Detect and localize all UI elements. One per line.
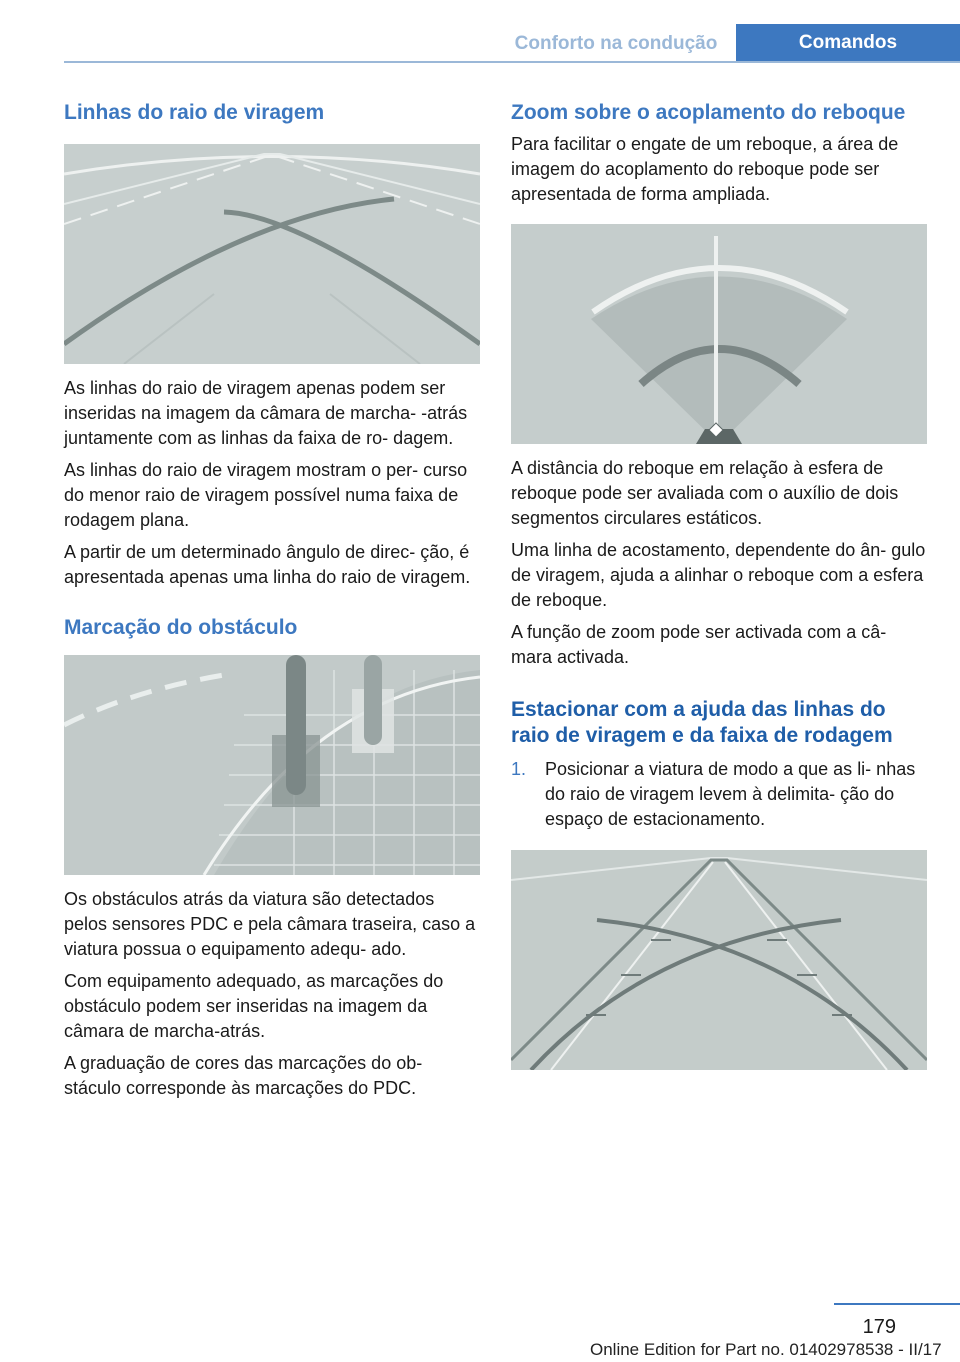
- step-number: 1.: [511, 759, 527, 779]
- figure-trailer-hitch-zoom: [511, 224, 927, 444]
- header-divider: [64, 61, 960, 63]
- paragraph: A distância do reboque em relação à esfera de reboque pode ser avaliada com o auxílio de dois segmentos circulares estáticos.: [511, 458, 899, 528]
- post-left: [286, 655, 306, 795]
- paragraph: As linhas do raio de viragem mostram o per- curso do menor raio de viragem possível numa faixa de rodagem plana.: [64, 460, 468, 530]
- edition-note: Online Edition for Part no. 01402978538 - II/17: [590, 1340, 942, 1359]
- footer-divider: [834, 1303, 960, 1305]
- step-item: [511, 757, 929, 832]
- paragraph: Os obstáculos atrás da viatura são detectados pelos sensores PDC e pela câmara traseira, caso a viatura possua o equipamento adequ- ado.: [64, 889, 476, 959]
- figure-obstacle-marking: [64, 655, 480, 875]
- heading-turning-radius-lines: Linhas do raio de viragem: [64, 101, 325, 124]
- right-column: [511, 100, 929, 1070]
- running-header-chapter-tab: Comandos: [736, 24, 960, 62]
- page-number: 179: [862, 1316, 896, 1338]
- step-text: Posicionar a viatura de modo a que as li- nhas do raio de viragem levem à delimita- ção do espaço de estacionamento.: [545, 759, 916, 829]
- left-column: [64, 100, 482, 1108]
- trailer-hitch-illustration: [511, 224, 927, 444]
- post-right: [364, 655, 382, 745]
- steps-list: [511, 757, 929, 832]
- running-header-section: Conforto na condução: [514, 33, 718, 54]
- heading-obstacle-marking: Marcação do obstáculo: [64, 616, 298, 639]
- heading-trailer-hitch-zoom: Zoom sobre o acoplamento do reboque: [511, 101, 906, 124]
- parking-lines-illustration: [511, 850, 927, 1070]
- figure-parking-lines: [511, 850, 927, 1070]
- paragraph: Para facilitar o engate de um reboque, a área de imagem do acoplamento do reboque pode ser apresentada de forma ampliada.: [511, 134, 899, 204]
- figure-turning-radius-lines: [64, 144, 480, 364]
- paragraph: A partir de um determinado ângulo de direc- ção, é apresentada apenas uma linha do raio de viragem.: [64, 542, 471, 587]
- paragraph: Com equipamento adequado, as marcações do obstáculo podem ser inseridas na imagem da câmara de marcha-atrás.: [64, 971, 444, 1041]
- obstacle-marking-illustration: [64, 655, 480, 875]
- paragraph: A graduação de cores das marcações do ob- stáculo corresponde às marcações do PDC.: [64, 1053, 423, 1098]
- paragraph: As linhas do raio de viragem apenas podem ser inseridas na imagem da câmara de marcha- -atrás juntamente com as linhas da faixa de ro- dagem.: [64, 378, 468, 448]
- paragraph: A função de zoom pode ser activada com a câ- mara activada.: [511, 622, 887, 667]
- paragraph: Uma linha de acostamento, dependente do ân- gulo de viragem, ajuda a alinhar o reboque com a esfera de reboque.: [511, 540, 926, 610]
- heading-parking-with-lines: Estacionar com a ajuda das linhas do raio de viragem e da faixa de rodagem: [511, 698, 893, 747]
- turning-radius-illustration: [64, 144, 480, 364]
